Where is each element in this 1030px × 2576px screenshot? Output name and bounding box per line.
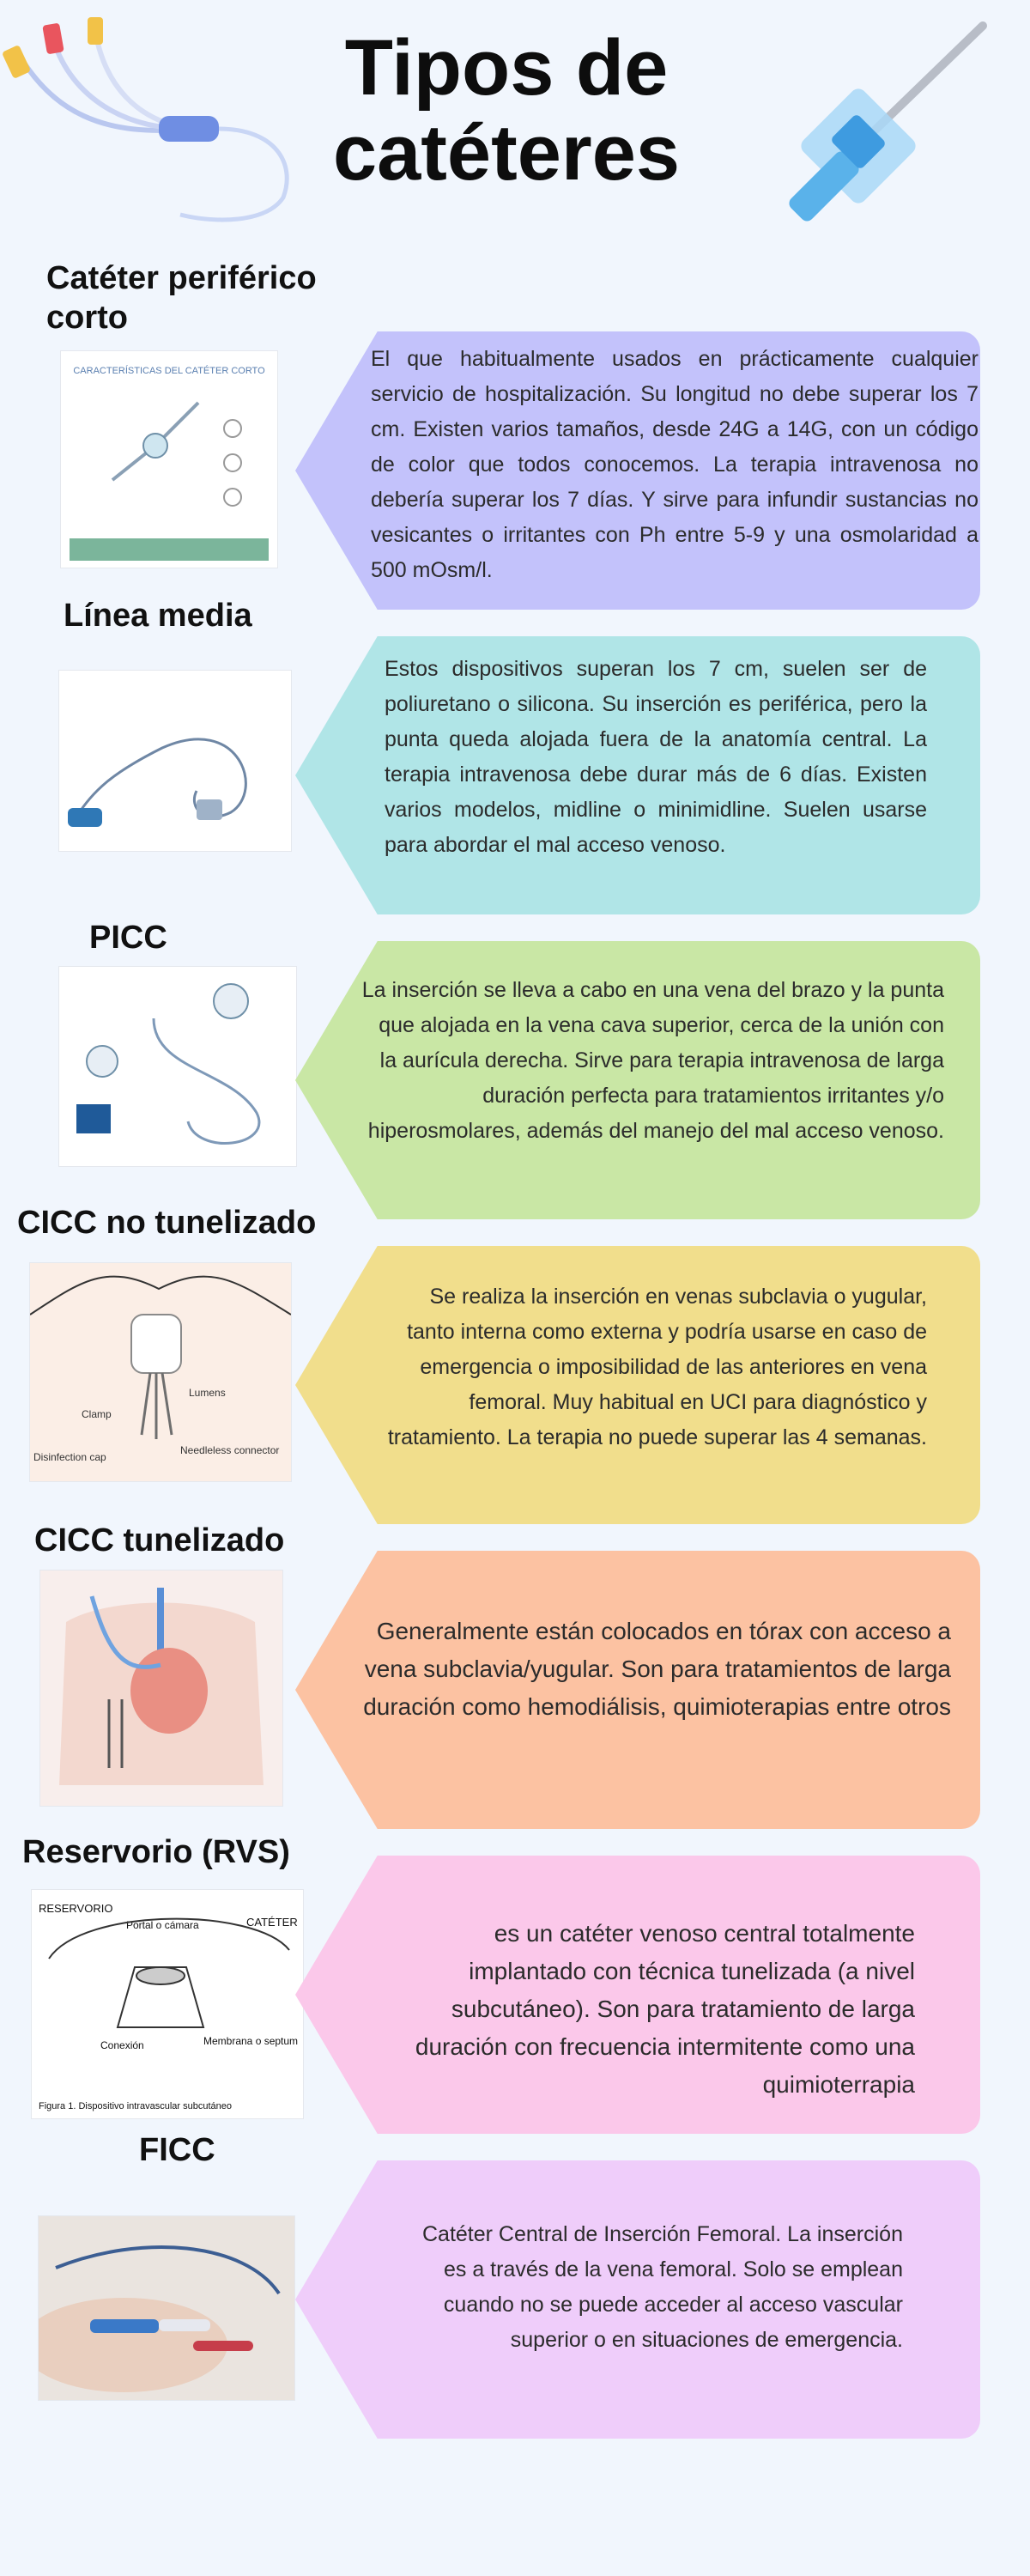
section-title-cicc-tunelizado: CICC tunelizado [34,1522,285,1558]
image-cicc-label-lumens: Lumens [189,1387,226,1399]
section-title-ficc: FICC [139,2132,215,2168]
image-reservorio-label-1: RESERVORIO [39,1902,113,1915]
image-reservorio-label-2: CATÉTER [246,1916,298,1929]
desc-reservorio: es un catéter venoso central totalmente implantado con técnica tunelizada (a nivel subcutáneo). Son para tratamiento de larga duración con frecuencia intermitente como una quimioterrapia [415,1920,915,2098]
image-cicc-label-clamp: Clamp [82,1408,112,1420]
image-picc [58,966,297,1167]
image-cateter-corto-title: CARACTERÍSTICAS DEL CATÉTER CORTO [73,366,265,376]
image-reservorio [31,1889,304,2119]
section-title-linea-media: Línea media [64,598,252,634]
iv-cannula-icon [738,9,996,258]
image-ficc [38,2215,295,2401]
page-title-line2: catéteres [332,109,681,197]
desc-cicc-no-tunelizado: Se realiza la inserción en venas subclavia o yugular, tanto interna como externa y podría usarse en caso de emergencia o imposibilidad de las anteriores en vena femoral. Muy habitual en UCI para diagnóstico y tratamiento. La terapia no puede superar las 4 semanas. [387,1285,927,1449]
desc-cateter-periferico: El que habitualmente usados en prácticamente cualquier servicio de hospitalización. Su longitud no debe superar los 7 cm. Existen varios tamaños, desde 24G a 14G, con un código de color que todos conocemos. La terapia intravenosa no debería superar los 7 días. Y sirve para infundir sustancias no vesicantes o irritantes con Ph entre 5-9 y una osmolaridad a 500 mOsm/l. [371,347,978,582]
image-cateter-corto [60,350,278,568]
image-reservorio-label-4: Membrana o septum [203,2035,299,2047]
section-title-cateter-periferico: Catéter periférico corto [46,260,317,336]
image-reservorio-label-5: Conexión [100,2039,144,2051]
page-title-line1: Tipos de [344,24,669,112]
image-linea-media [58,670,292,852]
page-title [258,26,755,197]
image-cicc-no-tunelizado [29,1262,292,1482]
image-cicc-label-connector: Needleless connector [180,1444,280,1456]
desc-ficc: Catéter Central de Inserción Femoral. La inserción es a través de la vena femoral. Solo se emplean cuando no se puede acceder al acceso vascular superior o en situaciones de emergencia. [422,2222,903,2352]
section-title-cicc-no-tunelizado: CICC no tunelizado [17,1205,317,1241]
desc-picc: La inserción se lleva a cabo en una vena del brazo y la punta que alojada en la vena cava superior, cerca de la unión con la aurícula derecha. Sirve para terapia intravenosa de larga duración perfecta para tratamientos irritantes y/o hiperosmolares, además del manejo del mal acceso venoso. [361,978,944,1143]
desc-linea-media: Estos dispositivos superan los 7 cm, suelen ser de poliuretano o silicona. Su inserción es periférica, pero la punta queda alojada fuera de la anatomía central. La terapia intravenosa debe durar más de 6 días. Existen varios modelos, midline o minimidline. Suelen usarse para abordar el mal acceso venoso. [385,657,927,857]
image-cicc-label-disinfection: Disinfection cap [33,1451,106,1463]
image-cicc-tunelizado [39,1570,283,1807]
section-title-picc: PICC [89,920,167,956]
desc-cicc-tunelizado: Generalmente están colocados en tórax con acceso a vena subclavia/yugular. Son para tratamientos de larga duración como hemodiálisis, quimioterapias entre otros [363,1618,951,1720]
image-reservorio-label-3: Portal o cámara [126,1919,199,1931]
section-title-reservorio: Reservorio (RVS) [22,1834,290,1870]
image-reservorio-caption: Figura 1. Dispositivo intravascular subcutáneo [39,2101,233,2111]
